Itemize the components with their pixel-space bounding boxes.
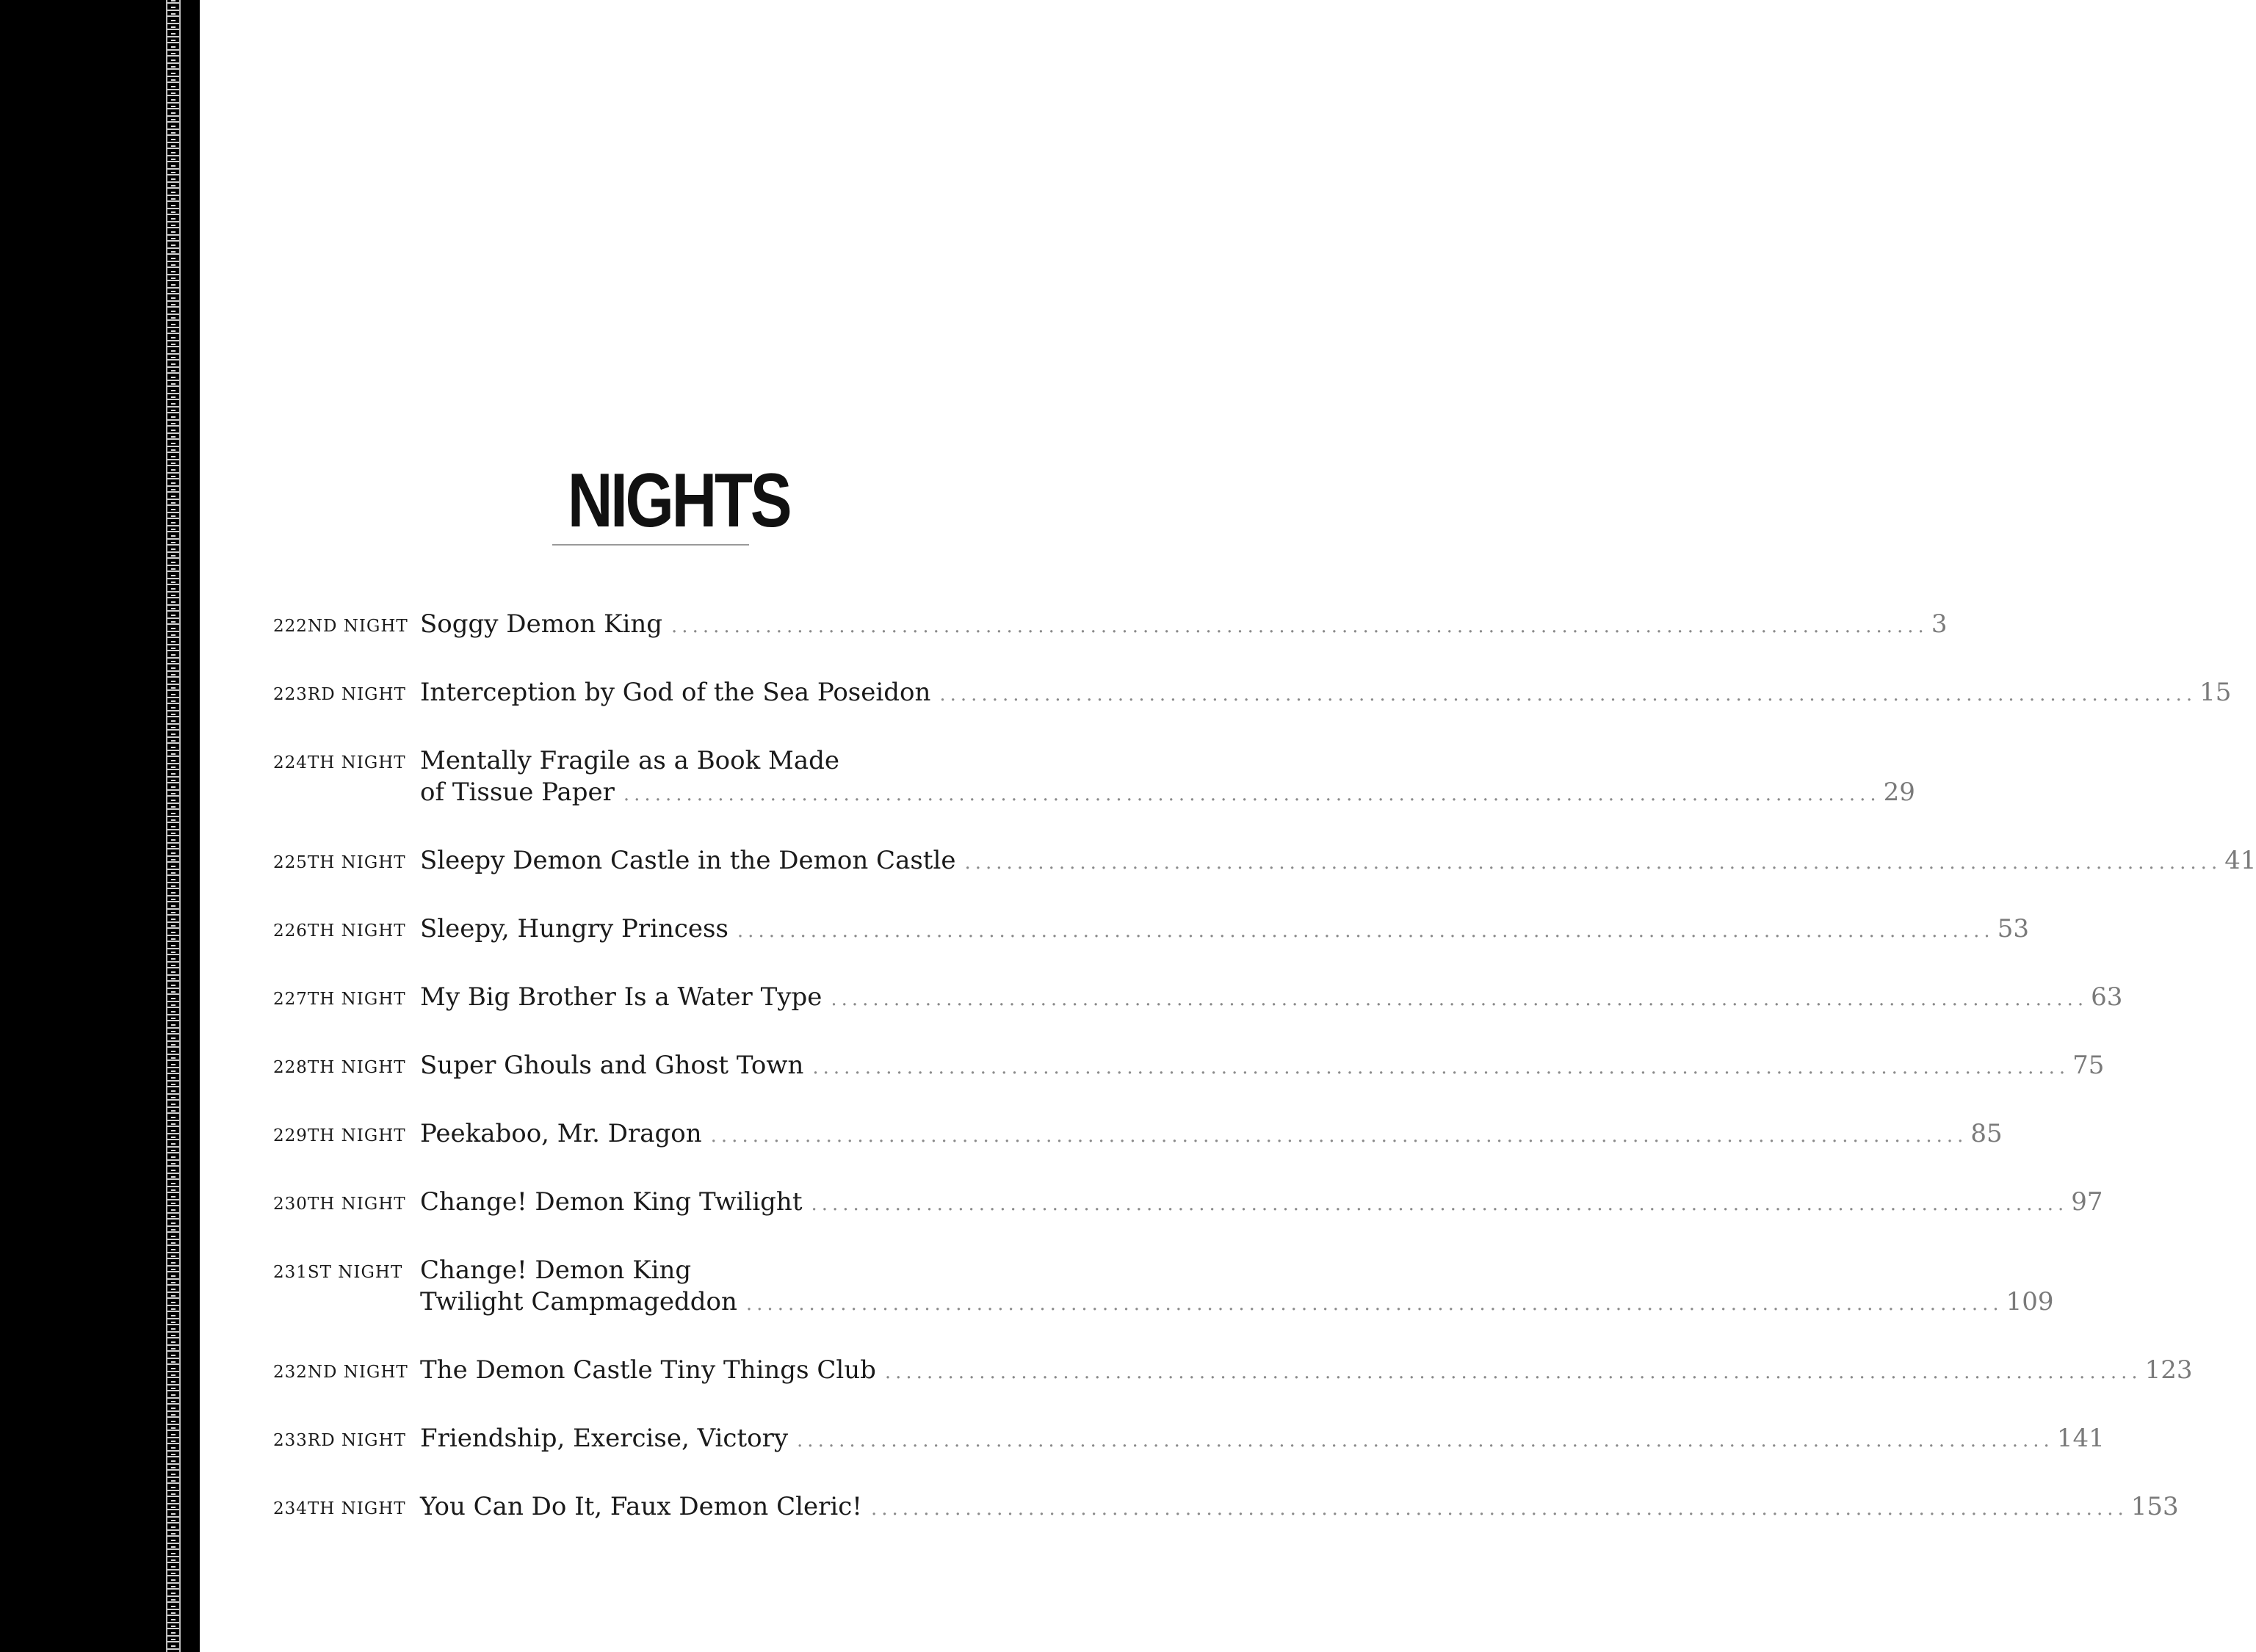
chapter-title-line [420, 609, 1948, 639]
dot-leader: ........................................................................................................................ [884, 1361, 2142, 1383]
chapter-number: 223RD NIGHT [273, 685, 406, 704]
chapter-title: Mentally Fragile as a Book Made [420, 746, 839, 775]
chapter-number: 225TH NIGHT [273, 853, 406, 872]
dot-leader: ........................................................................................................................ [870, 1498, 2128, 1520]
page-number: 15 [2199, 678, 2232, 707]
chapter-title: Change! Demon King Twilight [420, 1187, 803, 1217]
chapter-number: 228TH NIGHT [273, 1058, 406, 1077]
chapter-title-line [420, 1355, 2193, 1385]
page-number: 153 [2130, 1492, 2179, 1521]
chapter-title: You Can Do It, Faux Demon Cleric! [420, 1492, 862, 1521]
chapter-title: Friendship, Exercise, Victory [420, 1424, 789, 1453]
chapter-title: of Tissue Paper [420, 778, 615, 807]
chapter-title: Interception by God of the Sea Poseidon [420, 678, 931, 707]
dot-leader: ........................................................................................................................ [737, 920, 1995, 942]
dot-leader: ........................................................................................................................ [710, 1125, 1968, 1147]
page-number: 85 [1970, 1119, 2003, 1148]
chapter-title-line [420, 1424, 2105, 1453]
chain-links [171, 0, 176, 1652]
page-number: 53 [1997, 914, 2029, 943]
title-underline [552, 544, 749, 546]
dot-leader: ........................................................................................................................ [812, 1057, 2070, 1079]
chapter-title: Sleepy, Hungry Princess [420, 914, 728, 943]
dot-leader: ........................................................................................................................ [811, 1193, 2069, 1215]
chapter-title: Change! Demon King [420, 1256, 692, 1285]
chapter-title-line [420, 1492, 2179, 1521]
chapter-number: 230TH NIGHT [273, 1195, 406, 1214]
dot-leader: ........................................................................................................................ [964, 852, 2222, 874]
chapter-title: Peekaboo, Mr. Dragon [420, 1119, 702, 1148]
chapter-title: Sleepy Demon Castle in the Demon Castle [420, 846, 956, 875]
chapter-number: 226TH NIGHT [273, 921, 406, 941]
chapter-number: 233RD NIGHT [273, 1431, 406, 1450]
chapter-title-line [420, 678, 2232, 707]
chapter-title: Soggy Demon King [420, 609, 663, 639]
chapter-title: Super Ghouls and Ghost Town [420, 1051, 804, 1080]
chapter-title: Twilight Campmageddon [420, 1287, 737, 1316]
chapter-title: The Demon Castle Tiny Things Club [420, 1355, 876, 1385]
chapter-number: 227TH NIGHT [273, 990, 406, 1009]
chapter-title-line [420, 746, 1030, 775]
dot-leader: ........................................................................................................................ [745, 1293, 2003, 1315]
chapter-number: 222ND NIGHT [273, 617, 408, 636]
chapter-title-line [420, 914, 2029, 943]
chapter-title-line [420, 778, 1915, 807]
chapter-title-line [420, 982, 2123, 1012]
dot-leader: ........................................................................................................................ [831, 988, 2089, 1010]
chapter-title: My Big Brother Is a Water Type [420, 982, 822, 1012]
chapter-number: 231ST NIGHT [273, 1263, 403, 1282]
page-number: 97 [2071, 1187, 2103, 1217]
page-number: 109 [2006, 1287, 2054, 1316]
dot-leader: ........................................................................................................................ [671, 615, 1928, 637]
chapter-title-line [420, 846, 2256, 875]
chapter-number: 224TH NIGHT [273, 753, 406, 772]
chapter-number: 232ND NIGHT [273, 1363, 408, 1382]
chapter-title-line [420, 1256, 1030, 1285]
page-number: 75 [2072, 1051, 2105, 1080]
page-number: 3 [1931, 609, 1948, 639]
page-number: 63 [2091, 982, 2123, 1012]
chapter-number: 234TH NIGHT [273, 1499, 406, 1518]
dot-leader: ........................................................................................................................ [623, 783, 1881, 805]
dot-leader: ........................................................................................................................ [939, 684, 2197, 706]
dot-leader: ........................................................................................................................ [797, 1430, 2054, 1452]
chapter-title-line [420, 1051, 2105, 1080]
chapter-title-line [420, 1187, 2103, 1217]
chapter-title-line [420, 1119, 2003, 1148]
page-number: 41 [2224, 846, 2256, 875]
chapter-title-line [420, 1287, 2054, 1316]
page-number: 29 [1883, 778, 1915, 807]
page-number: 123 [2144, 1355, 2193, 1385]
page-number: 141 [2056, 1424, 2105, 1453]
chapter-number: 229TH NIGHT [273, 1126, 406, 1145]
page-title: NIGHTS [567, 458, 790, 543]
